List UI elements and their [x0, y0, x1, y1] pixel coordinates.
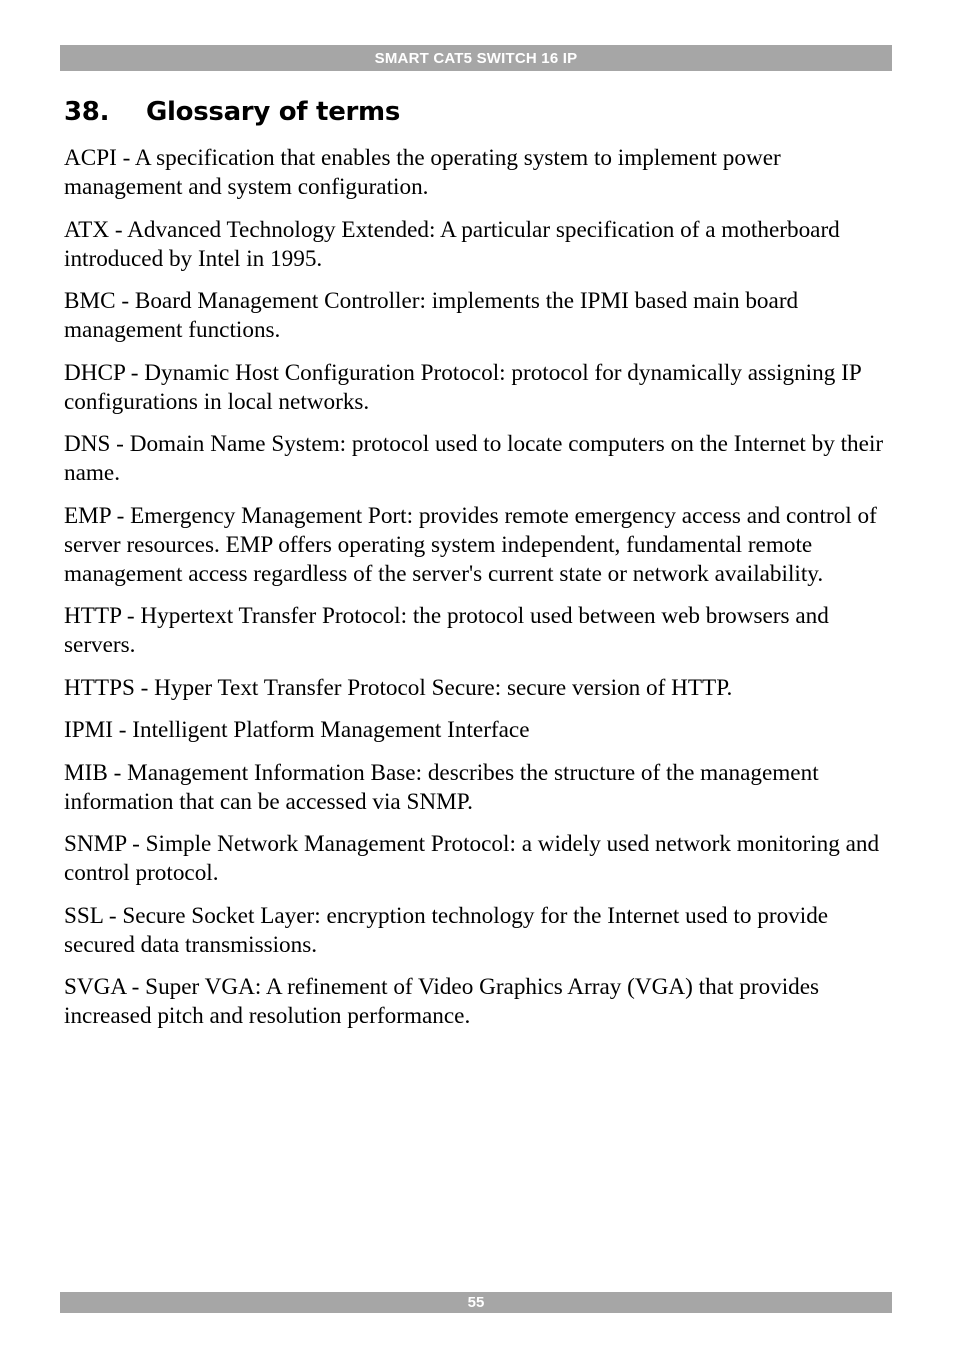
glossary-entry-http: HTTP - Hypertext Transfer Protocol: the protocol used between web browsers and servers. — [64, 603, 829, 658]
page-header-bar — [60, 45, 892, 71]
page-footer-bar — [60, 1292, 892, 1313]
document-title: SMART CAT5 SWITCH 16 IP — [374, 49, 578, 67]
glossary-entry-snmp: SNMP - Simple Network Management Protocol: a widely used network monitoring and control protocol. — [64, 831, 880, 886]
glossary-entry-https: HTTPS - Hyper Text Transfer Protocol Secure: secure version of HTTP. — [64, 674, 733, 701]
page-number: 55 — [467, 1294, 485, 1311]
glossary-list — [64, 144, 894, 1045]
glossary-entry-atx: ATX - Advanced Technology Extended: A particular specification of a motherboard introduced by Intel in 1995. — [64, 216, 840, 272]
glossary-entry-bmc: BMC - Board Management Controller: implements the IPMI based main board management functions. — [64, 288, 799, 343]
section-title: Glossary of terms — [146, 97, 401, 127]
glossary-entry-acpi: ACPI - A specification that enables the operating system to implement power management and system configuration. — [64, 145, 781, 200]
glossary-entry-dhcp: DHCP - Dynamic Host Configuration Protocol: protocol for dynamically assigning IP configurations in local networks. — [64, 359, 861, 415]
section-heading — [64, 97, 400, 127]
glossary-entry-ipmi: IPMI - Intelligent Platform Management Interface — [64, 717, 530, 743]
glossary-entry-emp: EMP - Emergency Management Port: provides remote emergency access and control of server resources. EMP offers operating system independent, fundamental remote management access regardless of the server's current state or network availability. — [64, 502, 877, 587]
section-number: 38. — [64, 97, 110, 127]
glossary-entry-ssl: SSL - Secure Socket Layer: encryption technology for the Internet used to provide secured data transmissions. — [64, 902, 829, 958]
glossary-entry-dns: DNS - Domain Name System: protocol used to locate computers on the Internet by their name. — [64, 431, 884, 486]
glossary-entry-svga: SVGA - Super VGA: A refinement of Video Graphics Array (VGA) that provides increased pitch and resolution performance. — [64, 974, 820, 1029]
glossary-entry-mib: MIB - Management Information Base: describes the structure of the management information that can be accessed via SNMP. — [64, 759, 819, 815]
